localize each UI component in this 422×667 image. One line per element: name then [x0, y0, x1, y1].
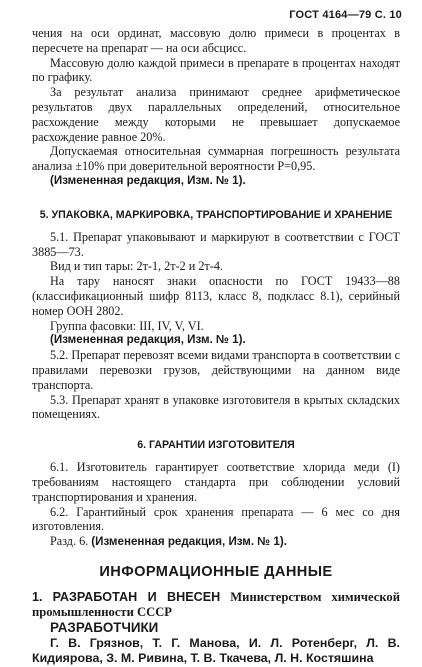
edit-note: (Измененная редакция, Изм. № 1). — [50, 173, 246, 187]
section-5-paragraph-4: Группа фасовки: III, IV, V, VI. — [50, 318, 204, 333]
info-item-1-lead: РАЗРАБОТАН И ВНЕСЕН — [52, 589, 221, 604]
intro-paragraph-1: чения на оси ординат, массовую долю примеси в процентах в пересчете на препарат — на оси абсцисс. — [32, 26, 400, 55]
section-6-paragraph-2: 6.2. Гарантийный срок хранения препарата — 6 мес со дня изготовления. — [32, 504, 400, 534]
developers-list: Г. В. Грязнов, Т. Г. Манова, И. Л. Ротенберг, Л. В. Кидиярова, З. М. Ривина, Т. В. Ткачева, Л. Н. Костяшина — [32, 635, 400, 666]
intro-paragraph-2: Массовую долю каждой примеси в препарате в процентах находят по графику. — [32, 55, 400, 85]
section-5-edit-note: (Измененная редакция, Изм. № 1). — [50, 333, 246, 347]
section-6-edit-note: (Измененная редакция, Изм. № 1). — [91, 535, 287, 549]
intro-paragraph-4: Допускаемая относительная суммарная погрешность результата анализа ±10% при доверительной вероятности P=0,95. — [32, 144, 400, 174]
section-5-paragraph-2: Вид и тип тары: 2т-1, 2т-2 и 2т-4. — [50, 259, 223, 274]
page-header: ГОСТ 4164—79 С. 10 — [289, 9, 402, 21]
section-6-edit-prefix: Разд. 6. — [50, 534, 89, 549]
info-title: ИНФОРМАЦИОННЫЕ ДАННЫЕ — [99, 563, 333, 580]
developers-title: РАЗРАБОТЧИКИ — [50, 619, 159, 635]
info-item-1-number: 1. — [32, 589, 43, 604]
section-6-paragraph-1: 6.1. Изготовитель гарантирует соответствие хлорида меди (I) требованиям настоящего стандарта при соблюдении условий транспортирования и хранения. — [32, 460, 400, 504]
section-5-paragraph-3: На тару наносят знаки опасности по ГОСТ 19433—88 (классификационный шифр 8113, класс 8, подкласс 8.1), серийный номер ООН 2802. — [32, 274, 400, 318]
section-5-title: 5. УПАКОВКА, МАРКИРОВКА, ТРАНСПОРТИРОВАНИЕ И ХРАНЕНИЕ — [39, 208, 393, 221]
section-5-paragraph-1: 5.1. Препарат упаковывают и маркируют в соответствии с ГОСТ 3885—73. — [32, 229, 400, 259]
info-item-1-rest: Министерством химической промышленности СССР — [32, 589, 400, 620]
section-5-paragraph-6: 5.3. Препарат хранят в упаковке изготовителя в крытых складских помещениях. — [32, 392, 400, 422]
page-body — [32, 26, 400, 667]
section-6-title: 6. ГАРАНТИИ ИЗГОТОВИТЕЛЯ — [137, 439, 295, 452]
section-5-paragraph-5: 5.2. Препарат перевозят всеми видами транспорта в соответствии с правилами перевозки грузов, действующими на данном виде транспорта. — [32, 348, 400, 392]
intro-paragraph-3: За результат анализа принимают среднее арифметическое результатов двух параллельных определений, относительное расхождение между которыми не превышает допускаемое расхождение равное 20%. — [32, 85, 400, 144]
section-6-edit-line — [32, 534, 400, 550]
info-item-1 — [32, 590, 400, 621]
